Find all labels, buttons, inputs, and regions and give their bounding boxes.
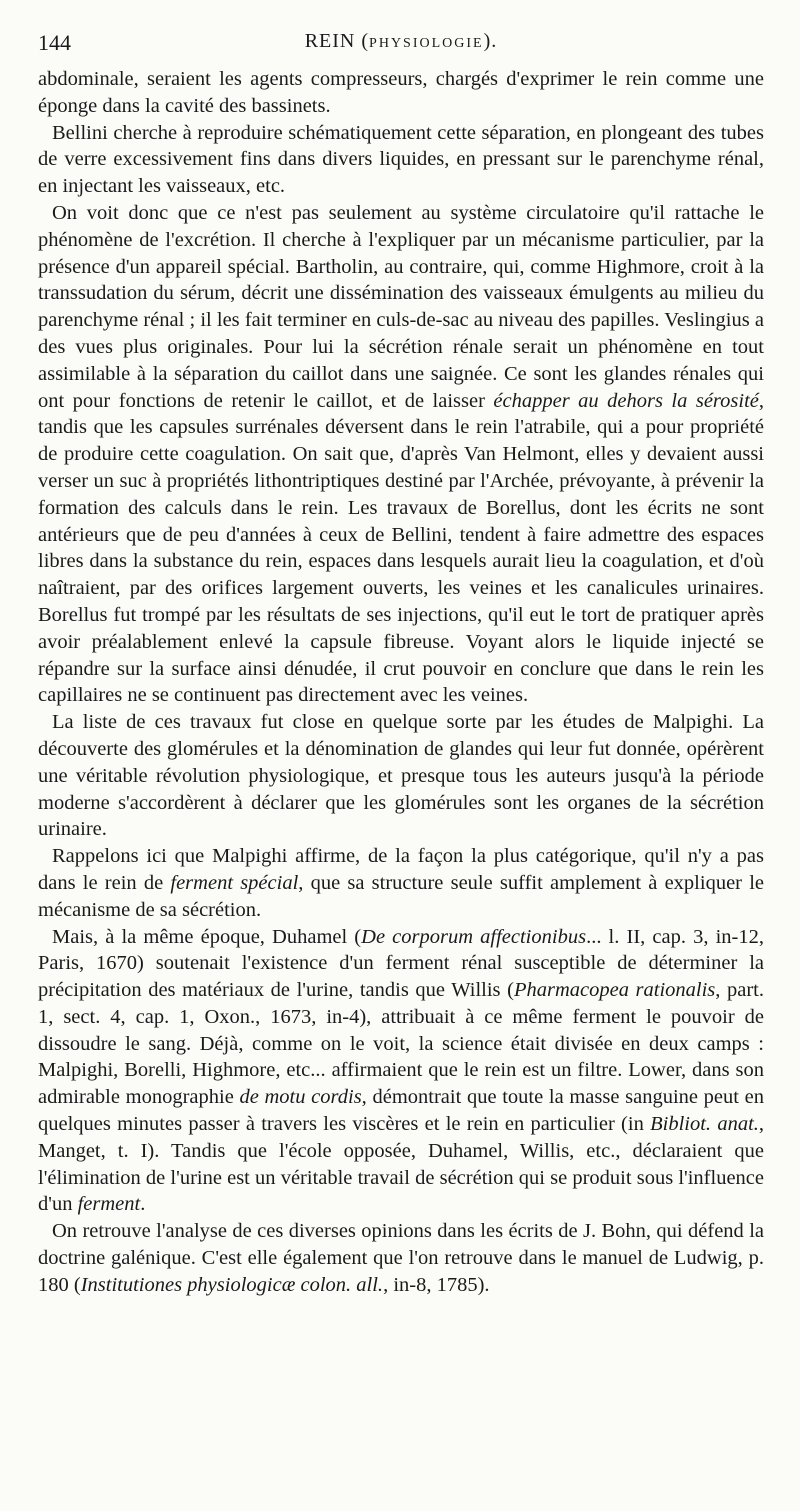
body-text: [38, 66, 764, 1299]
text-segment: , Manget, t. I). Tandis que l'école opposée, Duhamel, Willis, etc., déclaraient que l'élimination de l'urine est un véritable travail de sécrétion qui se produit sous l'influence d'un: [38, 1113, 765, 1216]
paragraph: [38, 200, 764, 709]
text-segment: abdominale, seraient les agents compresseurs, chargés d'exprimer le rein comme une éponge dans la cavité des bassinets.: [38, 68, 764, 117]
paragraph: [38, 924, 764, 1219]
running-title-smallcaps: PHYSIOLOGIE: [369, 36, 484, 51]
italic-citation: Institutiones physiologicæ colon. all.: [80, 1273, 384, 1296]
text-segment: Mais, à la même époque, Duhamel (: [52, 925, 362, 948]
running-title: [38, 30, 764, 53]
text-segment: Rappelons ici que Malpighi affirme, de la façon la plus catégorique, qu'il n'y a pas dans le rein de: [38, 845, 764, 894]
italic-citation: Bibliot. anat.: [650, 1113, 759, 1136]
text-segment: La liste de ces travaux fut close en quelque sorte par les études de Malpighi. La découverte des glomérules et la dénomination de glandes qui leur fut donnée, opérèrent une véritable révolution physiologique, et presque tous les auteurs jusqu'à la période moderne s'accordèrent à déclarer que les glomérules sont les organes de la sécrétion urinaire.: [38, 711, 764, 841]
text-segment: On voit donc que ce n'est pas seulement au système circulatoire qu'il rattache le phénomène de l'excrétion. Il cherche à l'expliquer par un mécanisme particulier, par la présence d'un appareil spécial. Bartholin, au contraire, qui, comme Highmore, croit à la transsudation du sérum, décrit une dissémination des vaisseaux émulgents au milieu du parenchyme rénal ; il les fait terminer en culs-de-sac au niveau des papilles. Veslingius a des vues plus originales. Pour lui la sécrétion rénale serait un phénomène en tout assimilable à la séparation du caillot dans une saignée. Ce sont les glandes rénales qui ont pour fonctions de retenir le caillot, et de laisser: [38, 201, 764, 412]
text-segment: ... l. II, cap. 3, in-12, Paris, 1670) soutenait l'existence d'un ferment rénal susceptible de déterminer la précipitation des matériaux de l'urine, tandis que Willis (: [38, 925, 764, 1002]
paragraph: [38, 709, 764, 843]
italic-citation: Pharmacopea rationalis: [513, 979, 716, 1002]
italic-citation: De corporum affectionibus: [361, 925, 587, 948]
text-segment: , démontrait que toute la masse sanguine peut en quelques minutes passer à travers les viscères et le rein en particulier (in: [38, 1086, 764, 1136]
text-segment: , part. 1, sect. 4, cap. 1, Oxon., 1673, in-4), attribuait à ce même ferment le pouvoir de dissoudre le sang. Déjà, comme on le voit, la science était divisée en deux camps : Malpighi, Borelli, Highmore, etc... affirmaient que le rein est un filtre. Lower, dans son admirable monographie: [38, 979, 764, 1109]
italic-citation: de motu cordis: [239, 1086, 362, 1109]
text-segment: , tandis que les capsules surrénales déversent dans le rein l'atrabile, qui a pour propriété de produire cette coagulation. On sait que, d'après Van Helmont, elles y devaient aussi verser un suc à propriétés lithontriptiques destiné par l'Archée, prévoyante, à prévenir la formation des calculs dans le rein. Les travaux de Borellus, dont les écrits ne sont antérieurs que de peu d'années à ceux de Bellini, tendent à faire admettre des espaces libres dans la substance du rein, espaces dans lesquels aurait lieu la coagulation, et d'où naîtraient, par des orifices largement ouverts, les veines et les canalicules urinaires. Borellus fut trompé par les résultats de ses injections, qu'il eut le tort de pratiquer après avoir préalablement enlevé la capsule fibreuse. Voyant alors le liquide injecté se répandre sur la surface ainsi dénudée, il crut pouvoir en conclure que dans le rein les capillaires ne se continuent pas directement avec les veines.: [38, 389, 764, 707]
italic-citation: échapper au dehors la sérosité: [493, 389, 759, 412]
text-segment: On retrouve l'analyse de ces diverses opinions dans les écrits de J. Bohn, qui défend la doctrine galénique. C'est elle également que l'on retrouve dans le manuel de Ludwig, p. 180 (: [38, 1220, 764, 1296]
text-segment: .: [140, 1193, 146, 1216]
paragraph: [38, 843, 764, 923]
text-segment: Bellini cherche à reproduire schématiquement cette séparation, en plongeant des tubes de verre excessivement fins dans divers liquides, en pressant sur le parenchyme rénal, en injectant les vaisseaux, etc.: [38, 121, 764, 198]
text-segment: , in-8, 1785).: [383, 1273, 490, 1296]
page-number: 144: [38, 30, 71, 55]
page-header: [38, 26, 764, 66]
text-segment: , que sa structure seule suffit amplement à expliquer le mécanisme de sa sécrétion.: [38, 871, 764, 921]
running-title-main: REIN (: [304, 30, 370, 52]
italic-citation: ferment: [77, 1193, 141, 1216]
italic-citation: ferment spécial: [170, 871, 299, 894]
paragraph: [38, 66, 764, 120]
paragraph: [38, 120, 764, 200]
paragraph: [38, 1218, 764, 1298]
running-title-end: ).: [483, 30, 498, 52]
